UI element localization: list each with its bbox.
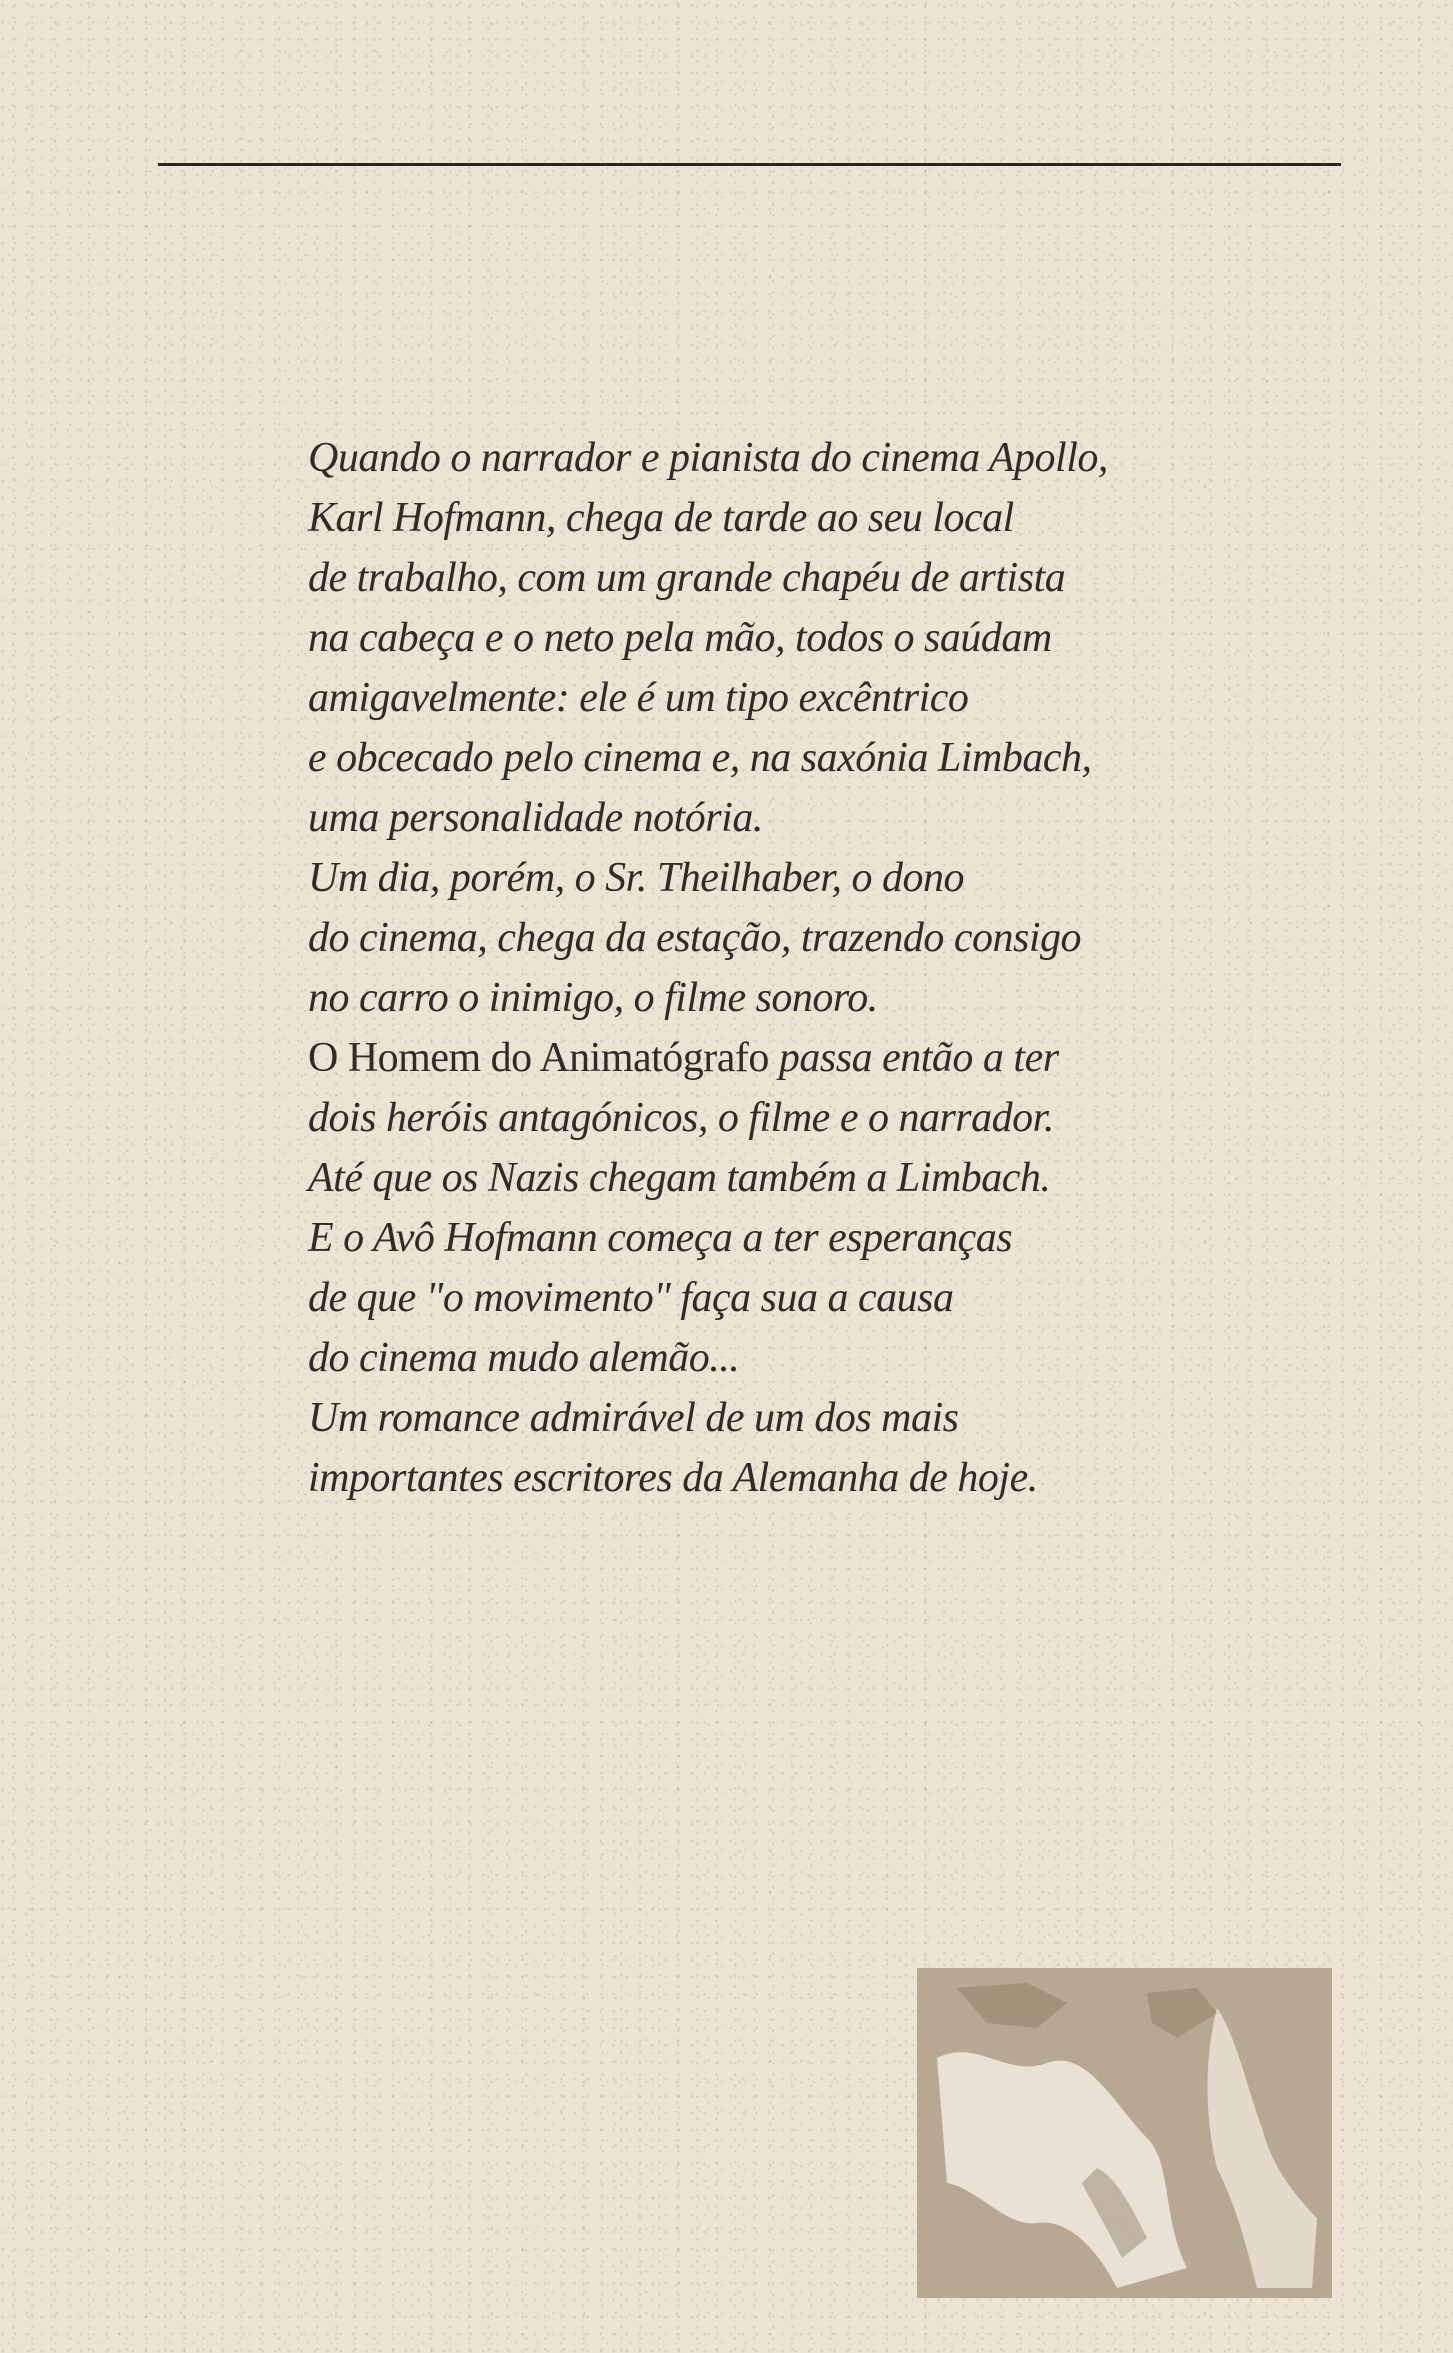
- blurb-line: Até que os Nazis chegam também a Limbach.: [308, 1155, 1051, 1201]
- blurb-line: uma personalidade notória.: [308, 795, 763, 841]
- textured-publisher-stamp-icon: [917, 1968, 1332, 2298]
- top-divider-rule: [158, 163, 1341, 166]
- blurb-line: do cinema, chega da estação, trazendo consigo: [308, 915, 1082, 961]
- blurb-line: E o Avô Hofmann começa a ter esperanças: [308, 1215, 1013, 1261]
- blurb-line: e obcecado pelo cinema e, na saxónia Limbach,: [308, 735, 1092, 781]
- blurb-line: O Homem do Animatógrafo passa então a ter: [308, 1035, 1059, 1081]
- blurb-line: Karl Hofmann, chega de tarde ao seu local: [308, 495, 1014, 541]
- blurb-line: na cabeça e o neto pela mão, todos o saúdam: [308, 615, 1052, 661]
- blurb-line: do cinema mudo alemão...: [308, 1335, 740, 1381]
- blurb-line: Quando o narrador e pianista do cinema Apollo,: [308, 435, 1108, 481]
- blurb-line: Um dia, porém, o Sr. Theilhaber, o dono: [308, 855, 965, 901]
- blurb-line: dois heróis antagónicos, o filme e o narrador.: [308, 1095, 1054, 1141]
- blurb-line: Um romance admirável de um dos mais: [308, 1395, 959, 1441]
- blurb-line: de que "o movimento" faça sua a causa: [308, 1275, 954, 1321]
- back-cover-blurb: [308, 428, 1208, 1508]
- blurb-line: no carro o inimigo, o filme sonoro.: [308, 975, 878, 1021]
- blurb-line: importantes escritores da Alemanha de hoje.: [308, 1455, 1038, 1501]
- blurb-line: de trabalho, com um grande chapéu de artista: [308, 555, 1066, 601]
- book-title: O Homem do Animatógrafo: [308, 1035, 769, 1081]
- blurb-line: amigavelmente: ele é um tipo excêntrico: [308, 675, 969, 721]
